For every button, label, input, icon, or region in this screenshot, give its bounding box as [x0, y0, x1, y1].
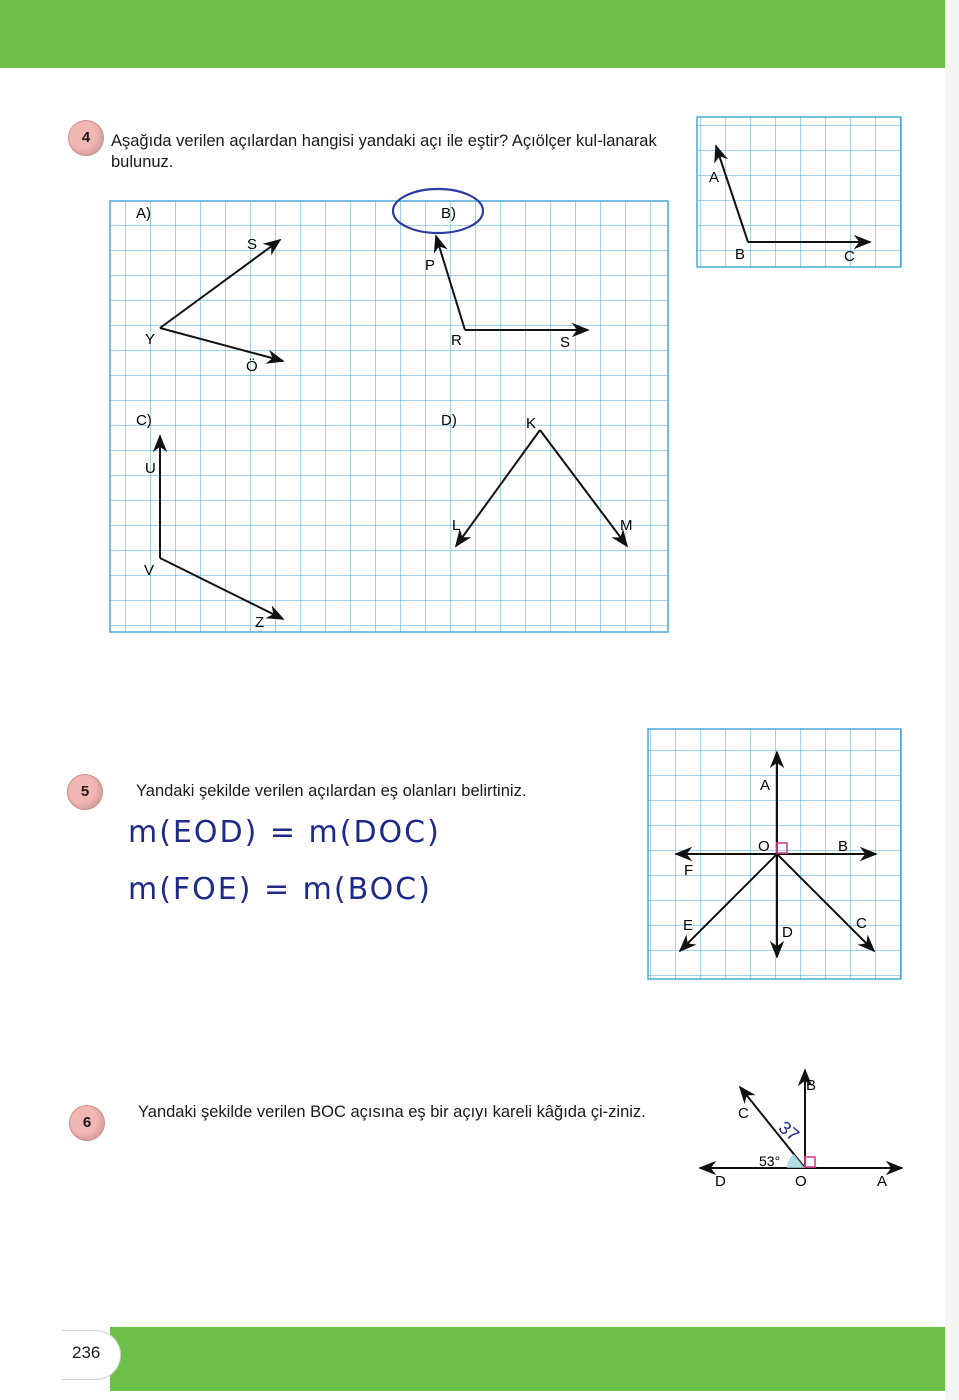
label-M: M [620, 517, 633, 534]
label-A: A [709, 169, 720, 186]
question-4-badge: 4 [68, 120, 104, 156]
label-U: U [145, 460, 156, 477]
label-V: V [144, 562, 155, 579]
label-B: B [806, 1077, 817, 1094]
label-B: B [735, 246, 746, 263]
angle-53: 53° [759, 1153, 781, 1169]
question-5-badge: 5 [67, 774, 103, 810]
right-angle-mark [805, 1157, 815, 1167]
label-O: O [758, 838, 770, 855]
label-R: R [451, 332, 462, 349]
handwritten-37: 37 [774, 1117, 804, 1146]
label-D: D [715, 1173, 726, 1190]
label-C: C [844, 248, 855, 265]
label-O: O [795, 1173, 807, 1190]
label-E: E [683, 917, 694, 934]
label-B: B [838, 838, 849, 855]
label-Y: Y [145, 331, 156, 348]
label-S-option-A: S [247, 236, 258, 253]
handwritten-answer-2: m(FOE) = m(BOC) [128, 872, 432, 907]
label-A: A [877, 1173, 888, 1190]
label-K: K [526, 415, 537, 432]
question-6-text: Yandaki şekilde verilen BOC açısına eş bir açıyı kareli kâğıda çi-ziniz. [138, 1103, 646, 1121]
label-C: C [856, 915, 867, 932]
label-D: D [782, 924, 793, 941]
reference-angle-figure [697, 117, 901, 267]
label-P: P [425, 257, 436, 274]
question-5-figure [648, 729, 901, 979]
label-F: F [684, 862, 694, 879]
question-6-figure [700, 1070, 902, 1190]
page-number: 236 [72, 1343, 101, 1362]
label-L: L [452, 517, 461, 534]
option-D-label: D) [441, 412, 457, 429]
label-O-umlaut: Ö [246, 358, 258, 375]
options-grid-figure [110, 189, 668, 632]
handwritten-answer-1: m(EOD) = m(DOC) [128, 815, 441, 850]
label-C: C [738, 1105, 749, 1122]
option-A-label: A) [136, 205, 151, 222]
question-5-text: Yandaki şekilde verilen açılardan eş olanları belirtiniz. [136, 782, 527, 800]
label-A: A [760, 777, 771, 794]
option-C-label: C) [136, 412, 152, 429]
question-6-badge: 6 [69, 1105, 105, 1141]
option-B-label: B) [441, 205, 456, 222]
label-S-option-B: S [560, 334, 571, 351]
question-4-text: Aşağıda verilen açılardan hangisi yandaki açı ile eştir? Açıölçer kul-lanarak bulunuz. [111, 132, 657, 171]
label-Z: Z [255, 614, 265, 631]
